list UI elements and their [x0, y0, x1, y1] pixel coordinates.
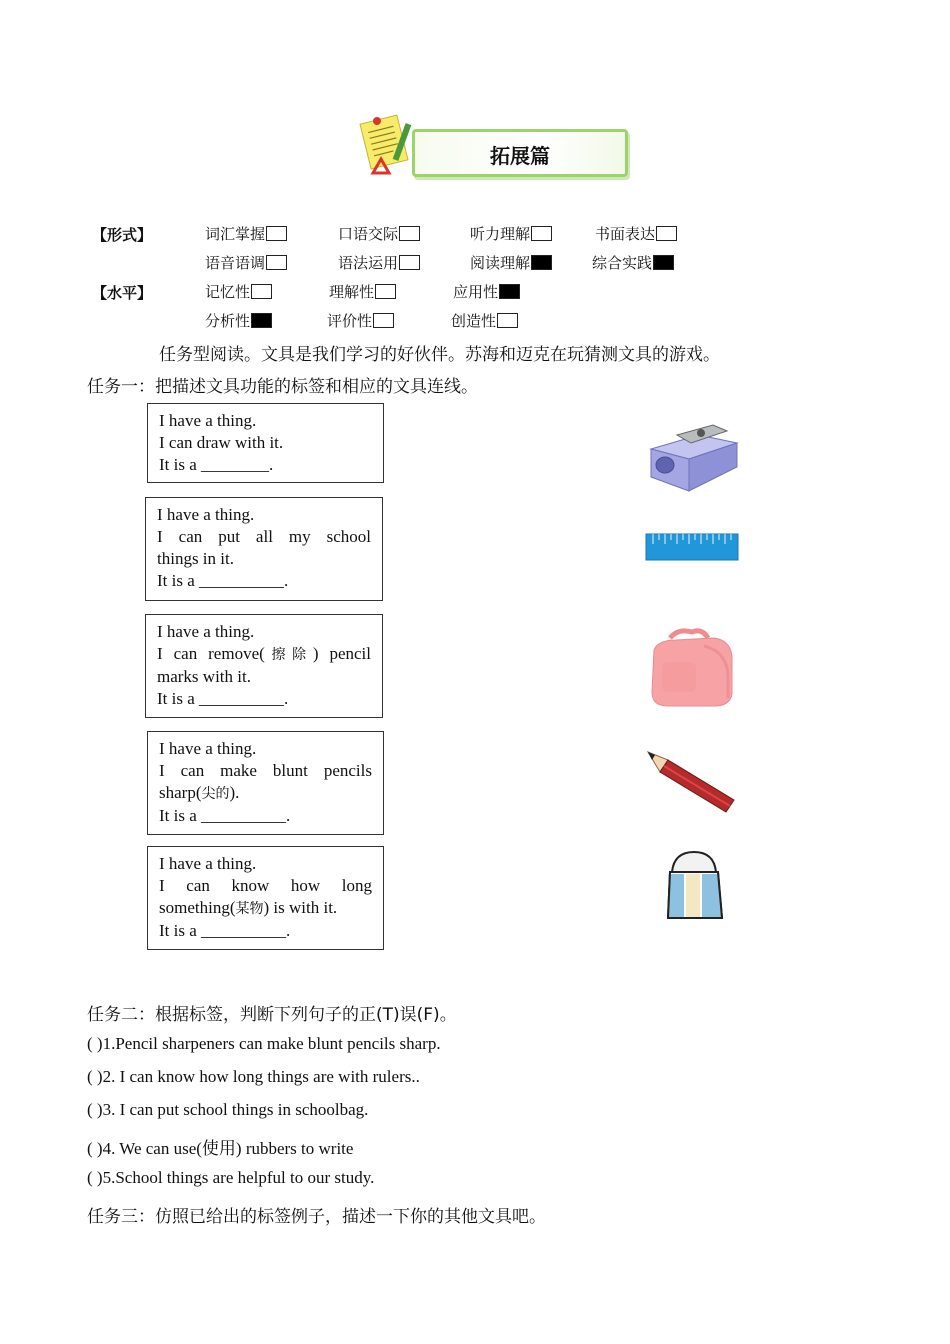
checkbox-icon [266, 226, 287, 241]
checkbox-icon [399, 255, 420, 270]
form-item: 语法运用 [338, 252, 420, 273]
label-card: I have a thing. I can know how long something(某物) is with it. It is a __________. [147, 846, 384, 950]
judgement-item: ( )3. I can put school things in schoolbag. [87, 1100, 369, 1119]
form-item: 听力理解 [470, 223, 552, 244]
schoolbag-icon [648, 628, 736, 710]
judgement-item: ( )1.Pencil sharpeners can make blunt pencils sharp. [87, 1034, 441, 1053]
level-item: 记忆性 [205, 281, 272, 302]
form-item: 阅读理解 [470, 252, 552, 273]
form-item: 口语交际 [338, 223, 420, 244]
task3-heading: 任务三：仿照已给出的标签例子，描述一下你的其他文具吧。 [87, 1207, 546, 1227]
checkbox-icon [499, 284, 520, 299]
label-card: I have a thing. I can draw with it. It is a ________. [147, 403, 384, 483]
form-item: 语音语调 [205, 252, 287, 273]
pencil-icon [646, 750, 738, 816]
judgement-item: ( )2. I can know how long things are with rulers.. [87, 1067, 420, 1086]
level-item: 创造性 [451, 310, 518, 331]
level-item: 理解性 [329, 281, 396, 302]
title-banner [412, 129, 628, 177]
checkbox-icon [251, 284, 272, 299]
task2-heading: 任务二：根据标签，判断下列句子的正(T)误(F)。 [87, 1005, 457, 1025]
level-label: 【水平】 [92, 284, 153, 302]
rubber-icon [664, 850, 724, 922]
ruler-icon [645, 530, 739, 564]
pencil-sharpener-icon [643, 405, 741, 493]
form-label: 【形式】 [92, 226, 153, 244]
checkbox-icon [656, 226, 677, 241]
form-item: 词汇掌握 [205, 223, 287, 244]
checkbox-icon [373, 313, 394, 328]
page-title: 拓展篇 [490, 144, 550, 168]
checkbox-icon [531, 255, 552, 270]
checkbox-icon [399, 226, 420, 241]
level-item: 评价性 [327, 310, 394, 331]
checkbox-icon [375, 284, 396, 299]
judgement-item: ( )5.School things are helpful to our study. [87, 1168, 375, 1187]
label-card: I have a thing. I can make blunt pencils sharp(尖的). It is a __________. [147, 731, 384, 835]
level-item: 应用性 [453, 281, 520, 302]
judgement-item: ( )4. We can use(使用) rubbers to write [87, 1139, 354, 1158]
form-item: 书面表达 [595, 223, 677, 244]
checkbox-icon [251, 313, 272, 328]
checkbox-icon [653, 255, 674, 270]
checkbox-icon [497, 313, 518, 328]
form-item: 综合实践 [592, 252, 674, 273]
task1-heading: 任务一：把描述文具功能的标签和相应的文具连线。 [87, 377, 478, 397]
checkbox-icon [531, 226, 552, 241]
level-item: 分析性 [205, 310, 272, 331]
label-card: I have a thing. I can put all my school things in it. It is a __________. [145, 497, 383, 601]
checkbox-icon [266, 255, 287, 270]
label-card: I have a thing. I can remove(擦除) pencil marks with it. It is a __________. [145, 614, 383, 718]
intro-text: 任务型阅读。文具是我们学习的好伙伴。苏海和迈克在玩猜测文具的游戏。 [159, 345, 720, 365]
